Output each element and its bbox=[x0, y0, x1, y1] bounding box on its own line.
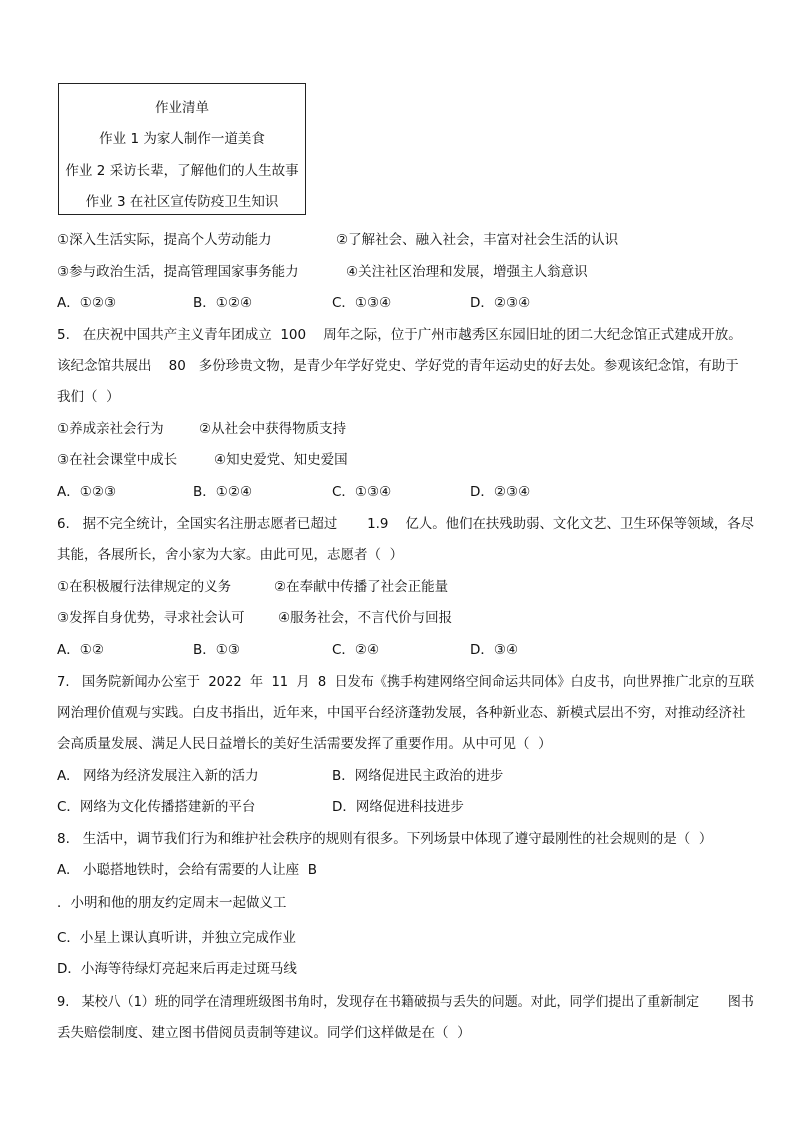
q4-option-c: C．①③④ bbox=[332, 295, 392, 311]
q7-option-b: B．网络促进民主政治的进步 bbox=[332, 768, 504, 784]
q7-stem-line-1: 7. 国务院新闻办公室于 2022 年 11 月 8 日发布《携手构建网络空间命运共同体》白皮书，向世界推广北京的互联 bbox=[57, 674, 755, 690]
q4-statement-3: ③参与政治生活，提高管理国家事务能力 bbox=[57, 264, 299, 280]
q5-statement-1: ①养成亲社会行为 bbox=[57, 421, 164, 437]
q5-stem-line-2: 该纪念馆共展出 80 多份珍贵文物，是青少年学好党史、学好党的青年运动史的好去处。参观该纪念馆，有助于 bbox=[57, 358, 739, 374]
q5-statement-2: ②从社会中获得物质支持 bbox=[199, 421, 347, 437]
q6-option-b: B．①③ bbox=[193, 642, 240, 658]
q6-statement-1: ①在积极履行法律规定的义务 bbox=[57, 579, 232, 595]
q4-statement-2: ②了解社会、融入社会，丰富对社会生活的认识 bbox=[336, 232, 619, 248]
q8-stem-line-1: 8. 生活中，调节我们行为和维护社会秩序的规则有很多。下列场景中体现了遵守最刚性的社会规则的是（ ） bbox=[57, 831, 713, 847]
homework-list-box bbox=[58, 83, 306, 215]
q7-option-a: A. 网络为经济发展注入新的活力 bbox=[57, 768, 259, 784]
q7-option-d: D．网络促进科技进步 bbox=[332, 799, 464, 815]
q6-option-a: A．①② bbox=[57, 642, 104, 658]
q5-stem-line-3: 我们（ ） bbox=[57, 389, 120, 405]
q6-statement-2: ②在奉献中传播了社会正能量 bbox=[274, 579, 449, 595]
q4-option-d: D．②③④ bbox=[470, 295, 531, 311]
q5-option-b: B．①②④ bbox=[193, 484, 253, 500]
q5-stem-line-1: 5. 在庆祝中国共产主义青年团成立 100 周年之际，位于广州市越秀区东园旧址的团二大纪念馆正式建成开放。 bbox=[57, 327, 742, 343]
q6-stem-line-1: 6. 据不完全统计，全国实名注册志愿者已超过 1.9 亿人。他们在扶残助弱、文化文艺、卫生环保等领域，各尽 bbox=[57, 516, 755, 532]
q4-option-b: B．①②④ bbox=[193, 295, 253, 311]
q5-option-d: D．②③④ bbox=[470, 484, 531, 500]
q8-option-c: C．小星上课认真听讲，并独立完成作业 bbox=[57, 930, 296, 946]
q8-option-a: A. 小聪搭地铁时，会给有需要的人让座 B bbox=[57, 862, 318, 878]
q5-option-c: C．①③④ bbox=[332, 484, 392, 500]
q9-stem-line-1: 9. 某校八（1）班的同学在清理班级图书角时，发现存在书籍破损与丢失的问题。对此，同学们提出了重新制定 图书 bbox=[57, 994, 754, 1010]
q5-option-a: A．①②③ bbox=[57, 484, 117, 500]
q5-statement-3: ③在社会课堂中成长 bbox=[57, 452, 178, 468]
q6-statement-4: ④服务社会，不言代价与回报 bbox=[278, 610, 453, 626]
q4-option-a: A．①②③ bbox=[57, 295, 117, 311]
q6-stem-line-2: 其能，各展所长，舍小家为大家。由此可见，志愿者（ ） bbox=[57, 547, 404, 563]
q8-option-d: D．小海等待绿灯亮起来后再走过斑马线 bbox=[57, 961, 297, 977]
homework-list-title: 作业清单 bbox=[155, 100, 209, 116]
q8-option-b: ．小明和他的朋友约定周末一起做义工 bbox=[57, 895, 287, 911]
homework-item-1: 作业 1 为家人制作一道美食 bbox=[99, 131, 265, 147]
q4-statement-1: ①深入生活实际，提高个人劳动能力 bbox=[57, 232, 272, 248]
q5-statement-4: ④知史爱党、知史爱国 bbox=[214, 452, 348, 468]
q6-option-d: D．③④ bbox=[470, 642, 519, 658]
q6-statement-3: ③发挥自身优势，寻求社会认可 bbox=[57, 610, 245, 626]
q7-stem-line-2: 网治理价值观与实践。白皮书指出，近年来，中国平台经济蓬勃发展，各种新业态、新模式层出不穷，对推动经济社 bbox=[57, 705, 746, 721]
q6-option-c: C．②④ bbox=[332, 642, 380, 658]
q7-stem-line-3: 会高质量发展、满足人民日益增长的美好生活需要发挥了重要作用。从中可见（ ） bbox=[57, 736, 552, 752]
q4-statement-4: ④关注社区治理和发展，增强主人翁意识 bbox=[346, 264, 588, 280]
homework-item-3: 作业 3 在社区宣传防疫卫生知识 bbox=[85, 194, 279, 210]
q7-option-c: C．网络为文化传播搭建新的平台 bbox=[57, 799, 256, 815]
q9-stem-line-2: 丢失赔偿制度、建立图书借阅员责制等建议。同学们这样做是在（ ） bbox=[57, 1025, 471, 1041]
homework-item-2: 作业 2 采访长辈，了解他们的人生故事 bbox=[65, 163, 299, 179]
